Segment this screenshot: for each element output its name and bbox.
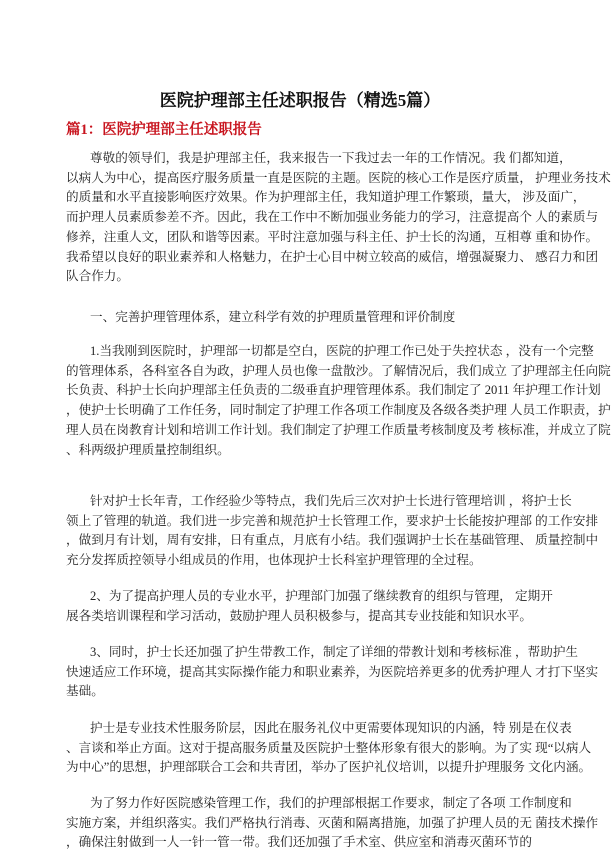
text-line: 针对护士长年青，工作经验少等特点，我们先后三次对护士长进行管理培训 ，将护士长 (90, 494, 572, 508)
text-line: 长负责、科护士长向护理部主任负责的二级垂直护理管理体系。我们制定了 2011 年护理工作计划 (66, 383, 601, 398)
section-heading: 篇1：医院护理部主任述职报告 (66, 122, 262, 138)
text-line: ，确保注射做到一人一针一管一带。我们还加强了手术室、供应室和消毒灭菌环节的 (66, 835, 532, 850)
paragraph-management-system (66, 342, 611, 460)
text-line: 实施方案，并组织落实。我们严格执行消毒、灭菌和隔离措施，加强了护理人员的无 菌技术操作 (66, 815, 599, 830)
text-line: 我希望以良好的职业素养和人格魅力，在护士心目中树立较高的威信，增强凝聚力、 感召力和团 (66, 249, 599, 264)
text-line: 2、为了提高护理人员的专业水平，护理部门加强了继续教育的组织与管理， 定期开 (90, 589, 553, 603)
paragraph-infection-control (66, 794, 599, 853)
text-line: 的管理体系，各科室各自为政，护理人员也像一盘散沙。了解情况后，我们成立 了护理部主任向院 (66, 363, 611, 378)
text-line: 一、完善护理管理体系，建立科学有效的护理质量管理和评价制度 (90, 310, 456, 324)
text-line: ，使护士长明确了工作任务，同时制定了护理工作各项工作制度及各级各类护理 人员工作职责，护 (66, 403, 611, 418)
paragraph-head-nurse-training (66, 492, 599, 571)
text-line: 快速适应工作环境，提高其实际操作能力和职业素养，为医院培养更多的优秀护理人 才打下坚实 (66, 664, 599, 679)
text-line: 领上了管理的轨道。我们进一步完善和规范护士长管理工作，要求护士长能按护理部 的工作安排 (66, 513, 599, 528)
text-line: 3、同时，护士长还加强了护生带教工作，制定了详细的带教计划和考核标准 ，帮助护生 (90, 645, 579, 659)
text-line: 队合作力。 (66, 269, 129, 284)
text-line: 护士是专业技术性服务阶层，因此在服务礼仪中更需要体现知识的内涵，特 别是在仪表 (90, 721, 572, 735)
text-line: 基础。 (66, 684, 104, 699)
text-line: 充分发挥质控领导小组成员的作用，也体现护士长科室护理管理的全过程。 (66, 553, 482, 568)
text-line: 为中心”的思想，护理部联合工会和共青团，举办了医护礼仪培训，以提升护理服务 文化内涵。 (66, 760, 592, 775)
paragraph-intro (66, 149, 611, 287)
text-line: 1.当我刚到医院时，护理部一切都是空白，医院的护理工作已处于失控状态 ，没有一个完整 (90, 344, 594, 358)
text-line: 以病人为中心，提高医疗服务质量一直是医院的主题。医院的核心工作是医疗质量， 护理业务技术 (66, 170, 611, 185)
text-line: 而护理人员素质参差不齐。因此，我在工作中不断加强业务能力的学习，注意提高个 人的素质与 (66, 210, 599, 225)
text-line: 理人员在岗教育计划和培训工作计划。我们制定了护理工作质量考核制度及考 核标准，并成立了院 (66, 422, 611, 437)
paragraph-continuing-education (66, 587, 553, 626)
text-line: 的质量和水平直接影响医疗效果。作为护理部主任，我知道护理工作繁琐，量大， 涉及面广， (66, 190, 586, 205)
subheading-one (66, 308, 536, 328)
text-line: 展各类培训课程和学习活动，鼓励护理人员积极参与，提高其专业技能和知识水平。 (66, 608, 532, 623)
paragraph-student-teaching (66, 643, 599, 702)
text-line: 尊敬的领导们，我是护理部主任，我来报告一下我过去一年的工作情况。我 们都知道， (90, 151, 572, 165)
text-line: 、言谈和举止方面。这对于提高服务质量及医院护士整体形象有很大的影响。为了实 现“以病人 (66, 740, 592, 755)
text-line: ，做到月有计划，周有安排，日有重点，月底有小结。我们强调护士长在基础管理、 质量控制中 (66, 533, 599, 548)
text-line: 为了努力作好医院感染管理工作，我们的护理部根据工作要求，制定了各项 工作制度和 (90, 796, 572, 810)
text-line: 、科两级护理质量控制组织。 (66, 442, 230, 457)
paragraph-etiquette (66, 719, 592, 778)
text-line: 修养，注重人文，团队和谐等因素。平时注意加强与科主任、护士长的沟通，互相尊 重和协作。 (66, 229, 599, 244)
document-title: 医院护理部主任述职报告（精选5篇） (159, 91, 441, 110)
